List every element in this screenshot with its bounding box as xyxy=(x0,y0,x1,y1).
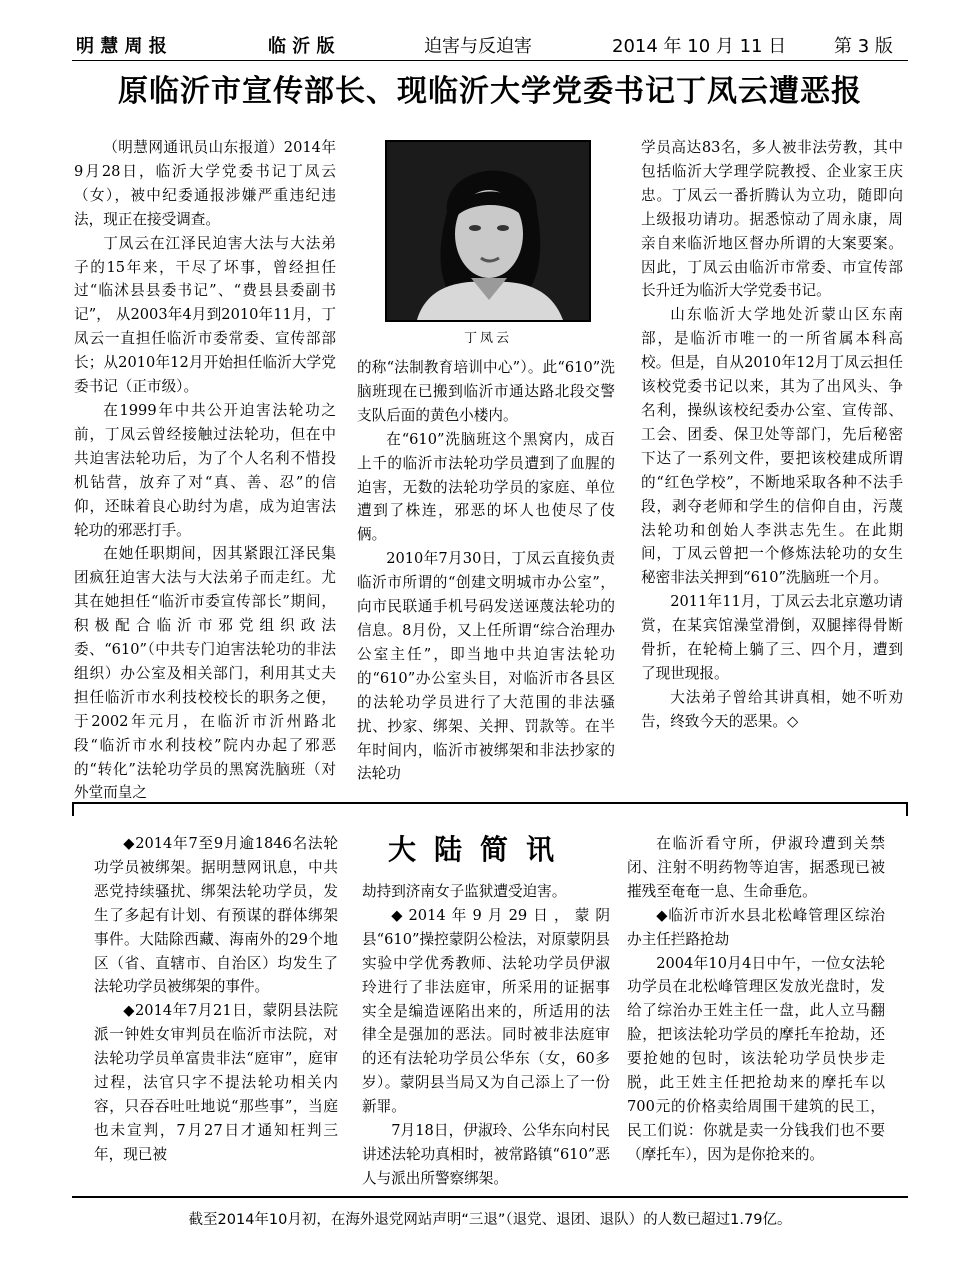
news-brief-title: 大陆简讯 xyxy=(387,833,572,866)
article-paragraph: （明慧网通讯员山东报道）2014年9月28日，临沂大学党委书记丁凤云（女），被中纪委通报涉嫌严重违纪违法，现正在接受调查。 xyxy=(74,139,336,228)
masthead xyxy=(72,28,908,58)
masthead-rule xyxy=(72,60,908,61)
page-number: 第 3 版 xyxy=(834,36,893,57)
article-paragraph: 在1999年中共公开迫害法轮功之前，丁凤云曾经接触过法轮功，但在中共迫害法轮功后，为了个人名利不惜投机钻营，放弃了对“真、善、忍”的信仰，还昧着良心助纣为虐，成为迫害法轮功的邪恶打手。 xyxy=(74,401,336,539)
portrait-image xyxy=(387,142,589,320)
article-paragraph: 山东临沂大学地处沂蒙山区东南部，是临沂市唯一的一所省属本科高校。但是，自从2010年12月丁凤云担任该校党委书记以来，其为了出风头、争名利，操纵该校纪委办公室、宣传部、工会、团委、保卫处等部门，先后秘密下达了一系列文件，要把该校建成所谓的“红色学校”，不断地采取各种不法手段，剥夺老师和学生的信仰自由，污蔑法轮功和创始人李洪志先生。在此期间，丁凤云曾把一个修炼法轮功的女生秘密非法关押到“610”洗脑班一个月。 xyxy=(641,306,903,587)
brief-paragraph: 7月18日，伊淑玲、公华东向村民讲述法轮功真相时，被常路镇“610”恶人与派出所警察绑架。 xyxy=(362,1122,610,1187)
paper-name: 明 慧 周 报 xyxy=(76,36,167,57)
article-paragraph: 在她任职期间，因其紧跟江泽民集团疯狂迫害大法与大法弟子而走红。尤其在她担任“临沂市委宣传部长”期间，积极配合临沂市邪党组织政法委、“610”（中共专门迫害法轮功的非法组织）办公室及相关部门，利用其丈夫担任临沂市水利技校校长的职务之便，于2002年元月，在临沂市沂州路北段“临沂市水利技校”院内办起了邪恶的“转化”法轮功学员的黑窝洗脑班（对外堂而皇之 xyxy=(74,545,336,802)
article-paragraph: 丁凤云在江泽民迫害大法与大法弟子的15年来，干尽了坏事，曾经担任过“临沭县县委书记”、“费县县委副书记”， 从2003年4月到2010年11月，丁凤云一直担任临沂市委常委、宣传部部长；从2010年12月开始担任临沂大学党委书记（正市级）。 xyxy=(74,234,336,396)
article-column-2 xyxy=(357,356,615,786)
box-corner-right xyxy=(906,802,908,816)
brief-paragraph: ◆2014年7至9月逾1846名法轮功学员被绑架。据明慧网讯息，中共恶党持续骚扰、绑架法轮功学员，发生了多起有计划、有预谋的群体绑架事件。大陆除西藏、海南外的29个地区（省、直辖市、自治区）均发生了法轮功学员被绑架的事件。 xyxy=(94,835,338,996)
brief-column-1 xyxy=(94,832,338,1167)
brief-paragraph: 2004年10月4日中午，一位女法轮功学员在北松峰管理区发放光盘时，发给了综治办王姓主任一盘，此人立马翻脸，把该法轮功学员的摩托车抢劫，还要抢她的包时，该法轮功学员快步走脱，此王姓主任把抢劫来的摩托车以700元的价格卖给周围干建筑的民工，民工们说：你就是卖一分钱我们也不要（摩托车），因为是你抢来的。 xyxy=(627,954,885,1163)
brief-paragraph: 在临沂看守所，伊淑玲遭到关禁闭、注射不明药物等迫害，据悉现已被摧残至奄奄一息、生命垂危。 xyxy=(627,835,885,900)
brief-column-2 xyxy=(362,880,610,1191)
article-column-1 xyxy=(74,136,336,805)
issue-date: 2014 年 10 月 11 日 xyxy=(612,36,787,57)
article-column-3 xyxy=(641,136,903,734)
footer-notice: 截至2014年10月初，在海外退党网站声明“三退”（退党、退团、退队）的人数已超过1.79亿。 xyxy=(188,1212,792,1228)
brief-paragraph: 劫持到济南女子监狱遭受迫害。 xyxy=(362,883,567,900)
brief-column-3 xyxy=(627,832,885,1167)
article-paragraph: 的称“法制教育培训中心”）。此“610”洗脑班现在已搬到临沂市通达路北段交警支队后面的黄色小楼内。 xyxy=(357,359,615,424)
brief-paragraph: ◆2014年9月29日，蒙阴县“610”操控蒙阴公检法，对原蒙阴县实验中学优秀教师、法轮功学员伊淑玲进行了非法庭审，所采用的证据事实全是编造诬陷出来的，所适用的法律全是强加的恶法。同时被非法庭审的还有法轮功学员公华东（女，60多岁）。蒙阴县当局又为自己添上了一份新罪。 xyxy=(362,906,610,1116)
article-paragraph: 在“610”洗脑班这个黑窝内，成百上千的临沂市法轮功学员遭到了血腥的迫害，无数的法轮功学员的家庭、单位遭到了株连，邪恶的坏人也使尽了伎俩。 xyxy=(357,430,615,544)
headline: 原临沂市宣传部长、现临沂大学党委书记丁凤云遭恶报 xyxy=(118,74,862,109)
section-name: 迫害与反迫害 xyxy=(424,36,532,57)
brief-subheading: ◆临沂市沂水县北松峰管理区综治办主任拦路抢劫 xyxy=(627,906,885,948)
photo-caption: 丁凤云 xyxy=(463,331,512,346)
brief-paragraph: ◆2014年7月21日，蒙阴县法院派一钟姓女审判员在临沂市法院，对法轮功学员单富贵非法“庭审”，庭审过程，法官只字不提法轮功相关内容，只吞吞吐吐地说“那些事”，当庭也未宣判，7月27日才通知枉判三年，现已被 xyxy=(94,1002,338,1163)
article-paragraph: 2011年11月，丁凤云去北京邀功请赏，在某宾馆澡堂滑倒，双腿摔得骨断骨折，在轮椅上躺了三、四个月，遭到了现世现报。 xyxy=(641,593,903,682)
article-paragraph: 大法弟子曾给其讲真相，她不听劝告，终致今天的恶果。◇ xyxy=(641,688,903,730)
box-corner-left xyxy=(72,802,74,816)
portrait-photo xyxy=(385,140,591,322)
edition-name: 临 沂 版 xyxy=(268,36,335,57)
article-paragraph: 学员高达83名，多人被非法劳教，其中包括临沂大学理学院教授、企业家王庆忠。丁凤云一番折腾认为立功，随即向上级报功请功。据悉惊动了周永康，周亲自来临沂地区督办所谓的大案要案。因此，丁凤云由临沂市常委、市宣传部长升迁为临沂大学党委书记。 xyxy=(641,139,903,300)
article-paragraph: 2010年7月30日，丁凤云直接负责临沂市所谓的“创建文明城市办公室”，向市民联通手机号码发送诬蔑法轮功的信息。8月份，又上任所谓“综合治理办公室主任”，即当地中共迫害法轮功的“610”办公室头目，对临沂市各县区的法轮功学员进行了大范围的非法骚扰、抄家、绑架、关押、罚款等。在半年时间内，临沂市被绑架和非法抄家的法轮功 xyxy=(357,550,615,783)
